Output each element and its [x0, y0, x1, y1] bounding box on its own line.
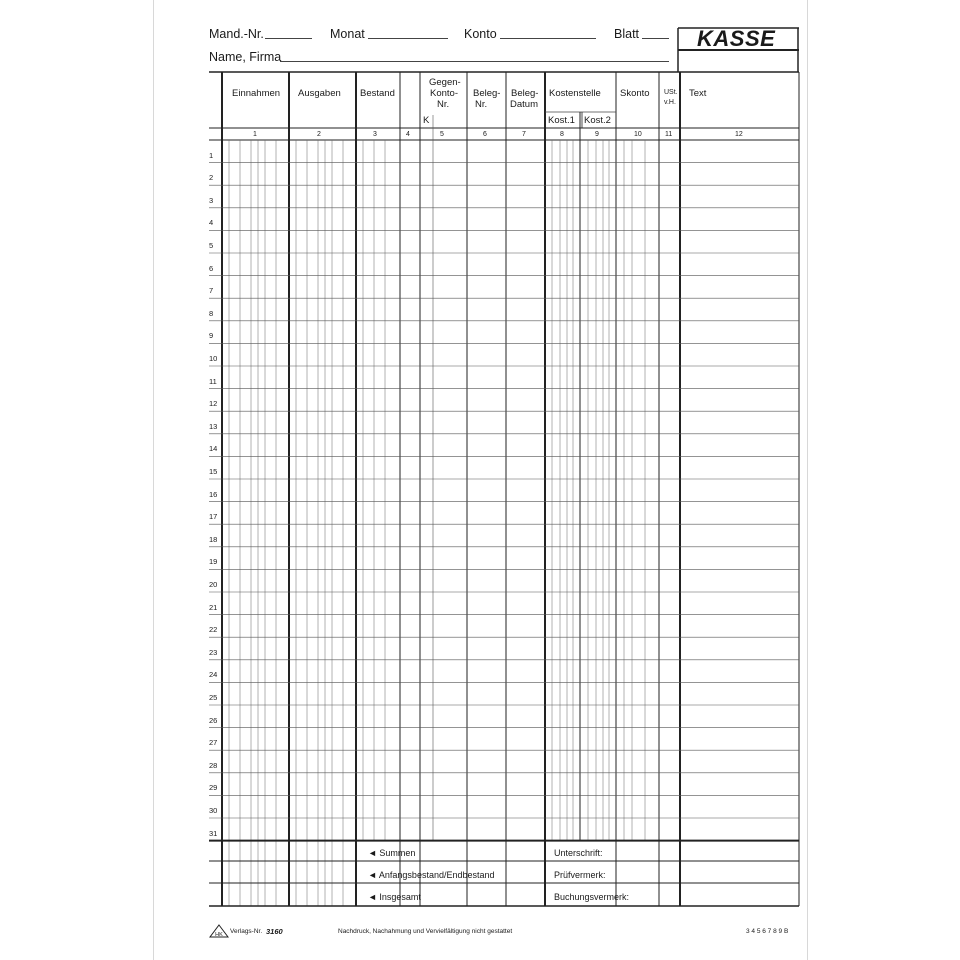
name-firma-field[interactable] [280, 61, 669, 62]
col-ust-2: v.H. [664, 99, 676, 106]
row-number: 24 [209, 670, 218, 680]
pruefvermerk-label: Prüfvermerk: [554, 870, 606, 880]
mand-nr-label: Mand.-Nr. [209, 27, 264, 41]
column-number: 11 [665, 131, 673, 138]
row-number: 27 [209, 738, 218, 748]
buchungsvermerk-label: Buchungsvermerk: [554, 892, 630, 902]
insgesamt-label: ◄ Insgesamt [368, 892, 421, 902]
row-number: 2 [209, 173, 214, 183]
column-number: 7 [522, 131, 526, 138]
row-number: 12 [209, 399, 218, 409]
col-belegnr-2: Nr. [475, 99, 488, 110]
row-number: 5 [209, 241, 214, 250]
row-number: 3 [209, 195, 214, 205]
row-number: 9 [209, 331, 214, 341]
row-number: 8 [209, 308, 214, 318]
row-number: 18 [209, 534, 218, 544]
blatt-label: Blatt [614, 27, 640, 41]
row-number: 1 [209, 150, 214, 160]
col-bestand: Bestand [360, 88, 395, 99]
col-einnahmen: Einnahmen [232, 88, 281, 99]
col-gegenkonto-2: Konto- [430, 88, 458, 99]
row-number: 29 [209, 783, 218, 793]
col-gegenkonto-3: Nr. [437, 99, 450, 110]
row-number: 23 [209, 647, 218, 657]
col-kost1: Kost.1 [548, 115, 575, 126]
mand-nr-field[interactable] [265, 38, 312, 39]
column-number: 2 [317, 131, 321, 138]
name-firma-label: Name, Firma [209, 50, 282, 64]
copyright-notice: Nachdruck, Nachahmung und Vervielfältigung nicht gestattet [338, 928, 513, 935]
row-number: 4 [209, 218, 214, 228]
column-number: 12 [735, 131, 743, 138]
row-number: 16 [209, 489, 218, 499]
unterschrift-label: Unterschrift: [554, 848, 603, 858]
col-ausgaben: Ausgaben [298, 88, 341, 99]
column-number: 9 [595, 131, 599, 138]
row-number: 21 [209, 602, 218, 612]
row-number: 26 [209, 715, 218, 725]
konto-label: Konto [464, 27, 497, 41]
blatt-field[interactable] [642, 38, 669, 39]
publisher-logo-text: HK [215, 932, 223, 938]
publisher-logo [209, 924, 229, 938]
anfangsbestand-label: ◄ Anfangsbestand/Endbestand [368, 870, 495, 880]
row-number: 11 [209, 376, 217, 386]
col-belegdatum-1: Beleg- [511, 88, 539, 99]
col-kostenstelle: Kostenstelle [549, 88, 601, 99]
col-kost2: Kost.2 [584, 115, 611, 126]
column-number: 10 [634, 131, 642, 138]
col-skonto: Skonto [620, 88, 650, 99]
row-number: 7 [209, 286, 214, 296]
column-number: 3 [373, 131, 377, 138]
row-number: 10 [209, 354, 218, 363]
row-number: 19 [209, 557, 218, 567]
summen-label: ◄ Summen [368, 848, 416, 858]
print-code: 3 4 5 6 7 8 9 B [746, 928, 789, 935]
verlags-nr-number: 3160 [266, 927, 283, 936]
row-number: 28 [209, 760, 218, 770]
col-gegenkonto-1: Gegen- [429, 77, 461, 88]
row-number: 13 [209, 421, 218, 431]
column-number: 1 [253, 131, 257, 138]
column-number: 5 [440, 131, 444, 138]
row-number: 31 [209, 828, 218, 838]
monat-field[interactable] [368, 38, 448, 39]
row-number: 15 [209, 467, 218, 476]
column-number: 8 [560, 131, 564, 138]
row-number: 14 [209, 444, 218, 454]
col-belegdatum-2: Datum [510, 99, 538, 110]
col-k: K [423, 115, 430, 126]
kasse-title: KASSE [697, 26, 776, 51]
row-number: 22 [209, 625, 218, 635]
row-number: 25 [209, 693, 218, 702]
column-number: 4 [406, 131, 410, 138]
row-number: 20 [209, 580, 218, 589]
col-belegnr-1: Beleg- [473, 88, 501, 99]
verlags-nr-label: Verlags-Nr. [230, 928, 263, 935]
row-number: 6 [209, 263, 214, 273]
monat-label: Monat [330, 27, 365, 41]
col-ust-1: USt. [664, 89, 678, 96]
konto-field[interactable] [500, 38, 596, 39]
row-number: 30 [209, 806, 218, 815]
col-text: Text [689, 88, 707, 99]
row-number: 17 [209, 512, 218, 522]
column-number: 6 [483, 131, 487, 138]
